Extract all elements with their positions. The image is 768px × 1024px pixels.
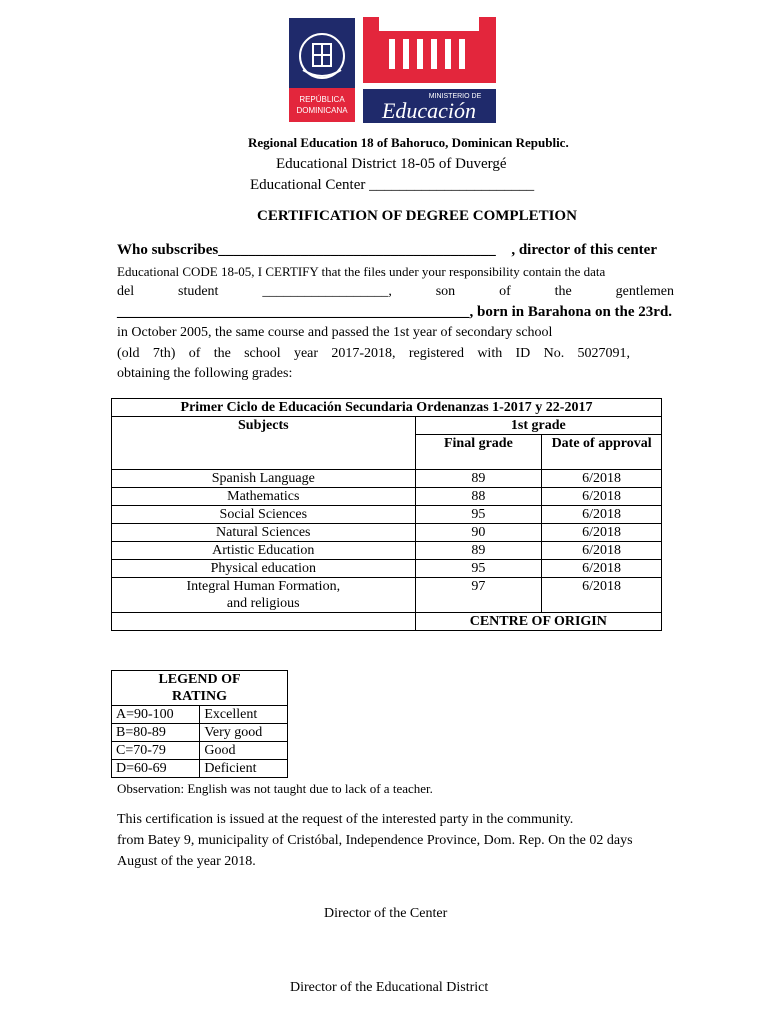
subject-cell: Social Sciences [112,506,416,524]
word: son [435,284,456,299]
legend-range: C=70-79 [112,742,200,760]
table-header-row [112,417,662,435]
center-heading: Educational Center ______________________ [250,177,535,193]
legend-range: A=90-100 [112,706,200,724]
grade-group-header: 1st grade [415,417,661,435]
date-cell: 6/2018 [542,560,662,578]
date-cell: 6/2018 [542,542,662,560]
legend-range: D=60-69 [112,760,200,778]
word: school [244,346,281,361]
body-line-2: Educational CODE 18-05, I CERTIFY that the files under your responsibility contain the data [117,264,606,279]
logo-left-line1: REPÚBLICA [299,95,345,104]
body-line-6 [117,346,630,362]
word: of [188,346,201,361]
subject-cell: Artistic Education [112,542,416,560]
table-row [112,542,662,560]
subscriber-blank: _____________________________________ [218,242,496,258]
legend-title: LEGEND OF RATING [112,671,288,706]
grade-cell: 90 [415,524,542,542]
word: 7th) [152,346,176,361]
grade-cell: 97 [415,578,542,613]
birth-text: , born in Barahona on the 23rd. [469,304,673,320]
closing-line-1: This certification is issued at the request of the interested party in the community. [117,812,574,827]
table-row [112,560,662,578]
legend-row [112,760,288,778]
body-line-5: in October 2005, the same course and passed the 1st year of secondary school [117,325,553,340]
signature-director-district: Director of the Educational District [290,980,489,995]
date-cell: 6/2018 [542,488,662,506]
table-row [112,470,662,488]
word: registered [408,346,465,361]
date-cell: 6/2018 [542,470,662,488]
word: the [213,346,231,361]
closing-line-3: August of the year 2018. [117,854,256,869]
grade-cell: 95 [415,506,542,524]
table-footer-row [112,613,662,631]
date-cell: 6/2018 [542,506,662,524]
subject-cell: Natural Sciences [112,524,416,542]
table-row [112,488,662,506]
regional-heading: Regional Education 18 of Bahoruco, Dominican Republic. [248,135,569,150]
closing-line-2: from Batey 9, municipality of Cristóbal, Independence Province, Dom. Rep. On the 02 days [117,833,633,848]
word: ID [515,346,531,361]
body-line-4 [117,304,672,321]
date-cell: 6/2018 [542,524,662,542]
legend-row [112,724,288,742]
student-blank: __________________, [262,284,392,299]
grade-cell: 95 [415,560,542,578]
date-header: Date of approval [542,435,662,470]
legend-row [112,706,288,724]
word: the [554,284,572,299]
ministerio-educacion-logo [363,17,496,123]
parents-blank: _______________________________________________ [117,304,470,320]
district-heading: Educational District 18-05 of Duvergé [276,156,507,172]
word: No. [543,346,565,361]
logo-left-line2: DOMINICANA [296,106,348,115]
subject-cell: Spanish Language [112,470,416,488]
legend-row [112,742,288,760]
observation: Observation: English was not taught due to lack of a teacher. [117,781,433,796]
logo-right-small: MINISTERIO DE [428,93,482,100]
word: of [499,284,511,299]
table-row [112,524,662,542]
legend-label: Very good [200,724,288,742]
document-title: CERTIFICATION OF DEGREE COMPLETION [257,208,577,224]
signature-director-center: Director of the Center [324,906,448,921]
body-line-1 [117,242,657,259]
table-title-row [112,399,662,417]
legend-label: Deficient [200,760,288,778]
table-title: Primer Ciclo de Educación Secundaria Ordenanzas 1-2017 y 22-2017 [112,399,662,417]
word: year [293,346,319,361]
table-row [112,578,662,613]
word: (old [117,346,140,361]
legend-title-row [112,671,288,706]
republica-dominicana-logo [289,18,355,122]
empty-cell [112,613,416,631]
subscriber-label: Who subscribes [117,242,219,258]
body-line-3 [117,284,674,300]
subject-cell: Physical education [112,560,416,578]
legend-label: Excellent [200,706,288,724]
table-row [112,506,662,524]
word: 5027091, [577,346,630,361]
body-line-7: obtaining the following grades: [117,366,293,381]
subject-cell: Integral Human Formation, and religious [112,578,416,613]
legend-table [111,670,288,778]
word: 2017-2018, [331,346,396,361]
date-cell: 6/2018 [542,578,662,613]
word: gentlemen [615,284,674,299]
subject-cell: Mathematics [112,488,416,506]
subjects-header: Subjects [112,417,416,470]
grade-cell: 88 [415,488,542,506]
grade-cell: 89 [415,470,542,488]
grades-table [111,398,662,631]
logo-right-big: Educación [381,98,477,123]
word: with [477,346,503,361]
director-text: , director of this center [511,242,657,258]
centre-of-origin: CENTRE OF ORIGIN [415,613,661,631]
legend-label: Good [200,742,288,760]
grade-cell: 89 [415,542,542,560]
final-grade-header: Final grade [415,435,542,470]
legend-range: B=80-89 [112,724,200,742]
word: student [178,284,219,299]
word: del [117,284,135,299]
